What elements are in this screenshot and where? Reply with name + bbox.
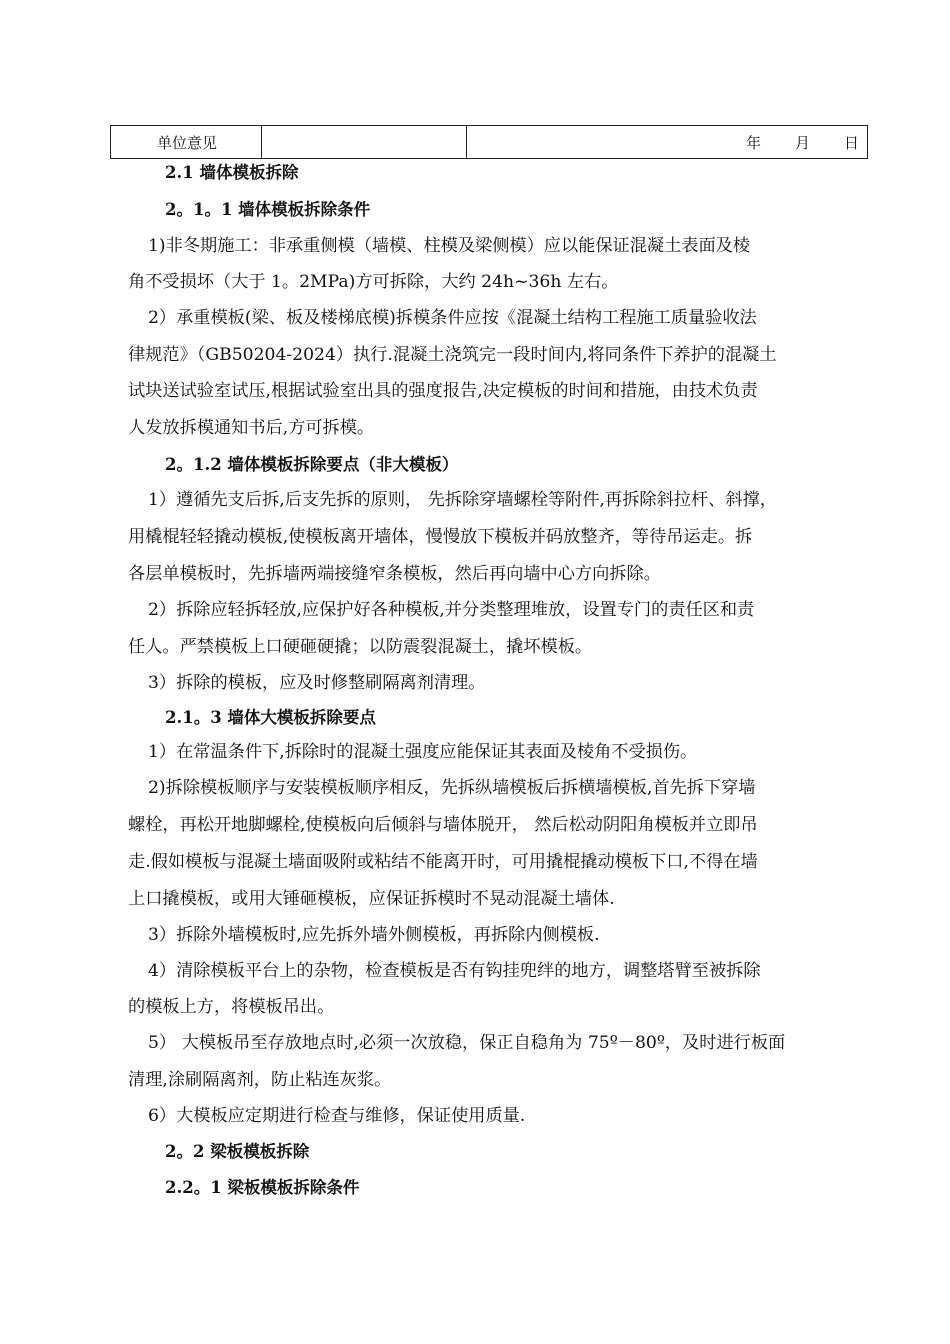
paragraph-line: 任人。严禁模板上口硬砸硬撬；以防震裂混凝土，撬坏模板。: [128, 637, 593, 657]
paragraph-line: 试块送试验室试压,根据试验室出具的强度报告,决定模板的时间和措施，由技术负责: [128, 381, 758, 401]
date-year-label: 年: [745, 133, 761, 152]
paragraph-line: 3）拆除的模板，应及时修整刷隔离剂清理。: [148, 673, 486, 693]
paragraph-line: 6）大模板应定期进行检查与维修，保证使用质量.: [148, 1106, 526, 1126]
paragraph-line: 2）拆除应轻拆轻放,应保护好各种模板,并分类整理堆放，设置专门的责任区和责: [148, 600, 755, 620]
paragraph-line: 走.假如模板与混凝土墙面吸附或粘结不能离开时，可用撬棍撬动模板下口,不得在墙: [128, 852, 758, 872]
subsection-heading: 2。1。1 墙体模板拆除条件: [165, 200, 371, 219]
paragraph-line: 螺栓，再松开地脚螺栓,使模板向后倾斜与墙体脱开， 然后松动阴阳角模板并立即吊: [128, 815, 758, 835]
paragraph-line: 2）承重模板(梁、板及楼梯底模)拆模条件应按《混凝土结构工程施工质量验收法: [148, 308, 757, 328]
paragraph-line: 的模板上方，将模板吊出。: [128, 997, 335, 1017]
paragraph-line: 用橇棍轻轻撬动模板,使模板离开墙体，慢慢放下模板并码放整齐，等待吊运走。拆: [128, 527, 753, 547]
paragraph-line: 4）清除模板平台上的杂物，检查模板是否有钩挂兜绊的地方，调整塔臂至被拆除: [148, 961, 761, 981]
paragraph-line: 清理,涂刷隔离剂，防止粘连灰浆。: [128, 1070, 392, 1090]
approval-table: [110, 125, 868, 159]
paragraph-line: 3）拆除外墙模板时,应先拆外墙外侧模板，再拆除内侧模板.: [148, 925, 600, 945]
date-month-label: 月: [794, 133, 810, 152]
paragraph-line: 上口撬模板，或用大锤砸模板，应保证拆模时不晃动混凝土墙体.: [128, 889, 615, 909]
date-day-label: 日: [843, 133, 859, 152]
date-cell: [467, 126, 867, 158]
subsection-heading: 2.2。1 梁板模板拆除条件: [165, 1178, 360, 1197]
paragraph-line: 1)非冬期施工：非承重侧模（墙模、柱模及梁侧模）应以能保证混凝土表面及棱: [148, 236, 751, 256]
paragraph-line: 角不受损坏（大于 1。2MPa)方可拆除，大约 24h~36h 左右。: [128, 272, 619, 292]
unit-opinion-label: 单位意见: [111, 126, 262, 158]
subsection-heading: 2.1。3 墙体大模板拆除要点: [165, 708, 376, 727]
paragraph-line: 各层单模板时，先拆墙两端接缝窄条模板，然后再向墙中心方向拆除。: [128, 564, 661, 584]
section-heading: 2。2 梁板模板拆除: [165, 1142, 310, 1161]
paragraph-line: 5） 大模板吊至存放地点时,必须一次放稳，保正自稳角为 75º－80º，及时进行板面: [148, 1033, 786, 1053]
paragraph-line: 2)拆除模板顺序与安装模板顺序相反，先拆纵墙模板后拆横墙模板,首先拆下穿墙: [148, 778, 756, 798]
paragraph-line: 人发放拆模通知书后,方可拆模。: [128, 418, 375, 438]
section-heading: 2.1 墙体模板拆除: [165, 163, 299, 182]
paragraph-line: 1）在常温条件下,拆除时的混凝土强度应能保证其表面及棱角不受损伤。: [148, 742, 698, 762]
subsection-heading: 2。1.2 墙体模板拆除要点（非大模板）: [165, 455, 459, 474]
paragraph-line: 律规范》（GB50204-2024）执行.混凝土浇筑完一段时间内,将同条件下养护的混凝土: [128, 345, 777, 365]
unit-opinion-value: [262, 126, 467, 158]
paragraph-line: 1）遵循先支后拆,后支先拆的原则， 先拆除穿墙螺栓等附件,再拆除斜拉杆、斜撑，: [148, 490, 777, 510]
